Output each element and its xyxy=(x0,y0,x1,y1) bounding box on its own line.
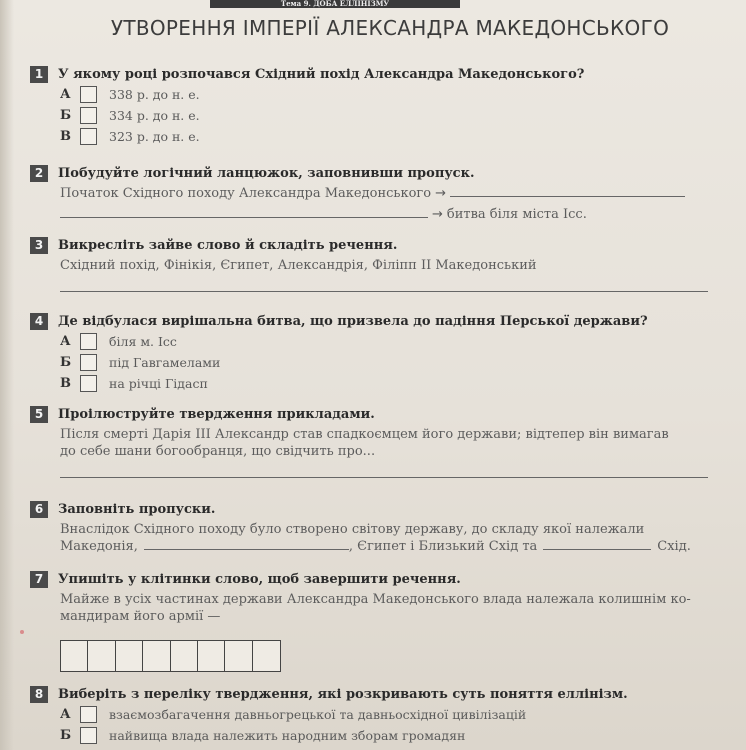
fill-text-c: Схід. xyxy=(657,539,691,554)
ink-mark xyxy=(20,630,24,634)
question-7 xyxy=(30,569,720,672)
answer-line[interactable] xyxy=(60,291,708,292)
question-number: 7 xyxy=(30,571,48,588)
option-text: під Гавгамелами xyxy=(109,355,221,370)
question-8 xyxy=(30,684,720,746)
question-text: Виберіть з переліку твердження, які розкривають суть поняття еллінізм. xyxy=(58,686,628,702)
fill-line-1: Внаслідок Східного походу було створено світову державу, до складу якої належали xyxy=(60,522,645,537)
question-number: 4 xyxy=(30,313,48,330)
letter-cell[interactable] xyxy=(115,640,144,672)
question-1 xyxy=(30,64,720,147)
option-a xyxy=(60,84,720,105)
option-text: біля м. Ісс xyxy=(109,334,177,349)
answer-checkbox[interactable] xyxy=(80,86,97,103)
question-6 xyxy=(30,499,720,554)
letter-cell[interactable] xyxy=(197,640,226,672)
question-number: 6 xyxy=(30,501,48,518)
question-5 xyxy=(30,404,720,478)
letter-cell[interactable] xyxy=(142,640,171,672)
question-text: Упишіть у клітинки слово, щоб завершити речення. xyxy=(58,571,461,587)
sentence-line-2: мандирам його армії — xyxy=(60,609,221,624)
question-4 xyxy=(30,311,720,394)
option-a xyxy=(60,331,720,352)
question-number: 5 xyxy=(30,406,48,423)
option-letter: А xyxy=(60,87,71,102)
question-3 xyxy=(30,235,720,292)
question-2 xyxy=(30,163,720,222)
option-b xyxy=(60,105,720,126)
option-letter: Б xyxy=(60,108,72,123)
option-text: на річці Гідасп xyxy=(109,376,208,391)
answer-checkbox[interactable] xyxy=(80,375,97,392)
answer-blank[interactable] xyxy=(60,217,428,218)
option-letter: Б xyxy=(60,355,72,370)
chain-line-1 xyxy=(60,186,720,201)
letter-cell[interactable] xyxy=(60,640,89,672)
question-text: Де відбулася вирішальна битва, що призвела до падіння Перської держави? xyxy=(58,313,648,329)
statement-line-2: до себе шани богообранця, що свідчить про... xyxy=(60,444,376,459)
answer-checkbox[interactable] xyxy=(80,354,97,371)
letter-cell[interactable] xyxy=(224,640,253,672)
question-text: У якому році розпочався Східний похід Александра Македонського? xyxy=(58,66,585,82)
option-text: 338 р. до н. е. xyxy=(109,87,200,102)
header-band: Тема 9. ДОБА ЕЛЛІНІЗМУ xyxy=(210,0,460,8)
question-number: 1 xyxy=(30,66,48,83)
letter-cell[interactable] xyxy=(170,640,199,672)
question-number: 2 xyxy=(30,165,48,182)
answer-checkbox[interactable] xyxy=(80,706,97,723)
chain-start-text: Початок Східного походу Александра Македонського xyxy=(60,186,432,201)
question-text: Заповніть пропуски. xyxy=(58,501,216,517)
option-letter: В xyxy=(60,129,71,144)
letter-cell[interactable] xyxy=(252,640,281,672)
answer-blank[interactable] xyxy=(543,549,651,550)
arrow-right-icon: → xyxy=(432,207,443,222)
question-text: Викресліть зайве слово й складіть речення. xyxy=(58,237,398,253)
letter-cells xyxy=(60,640,720,672)
chain-end-text: битва біля міста Ісс. xyxy=(446,207,587,222)
sentence-line-1: Майже в усіх частинах держави Александра Македонського влада належала колишнім ко- xyxy=(60,592,691,607)
letter-cell[interactable] xyxy=(87,640,116,672)
option-text: 334 р. до н. е. xyxy=(109,108,200,123)
statement-line-1: Після смерті Дарія III Александр став спадкоємцем його держави; відтепер він вимагав xyxy=(60,427,669,442)
question-number: 8 xyxy=(30,686,48,703)
chain-line-2 xyxy=(60,207,720,222)
answer-checkbox[interactable] xyxy=(80,333,97,350)
option-text: 323 р. до н. е. xyxy=(109,129,200,144)
option-letter: В xyxy=(60,376,71,391)
answer-checkbox[interactable] xyxy=(80,128,97,145)
question-number: 3 xyxy=(30,237,48,254)
answer-line[interactable] xyxy=(60,477,708,478)
question-text: Побудуйте логічний ланцюжок, заповнивши пропуск. xyxy=(58,165,475,181)
option-letter: Б xyxy=(60,728,72,743)
fill-text-b: , Єгипет і Близький Схід та xyxy=(348,539,538,554)
option-c xyxy=(60,373,720,394)
option-text: взаємозбагачення давньогрецької та давньосхідної цивілізацій xyxy=(109,707,527,722)
option-text: найвища влада належить народним зборам громадян xyxy=(109,728,466,743)
answer-blank[interactable] xyxy=(144,549,349,550)
word-list: Східний похід, Фінікія, Єгипет, Александрія, Філіпп II Македонський xyxy=(60,258,537,273)
answer-checkbox[interactable] xyxy=(80,107,97,124)
answer-blank[interactable] xyxy=(450,196,685,197)
fill-text-a: Македонія, xyxy=(60,539,138,554)
option-letter: А xyxy=(60,334,71,349)
option-c xyxy=(60,126,720,147)
option-b xyxy=(60,725,720,746)
fill-line-2 xyxy=(60,539,720,554)
answer-checkbox[interactable] xyxy=(80,727,97,744)
option-a xyxy=(60,704,720,725)
arrow-right-icon: → xyxy=(435,186,446,201)
question-text: Проілюструйте твердження прикладами. xyxy=(58,406,375,422)
page-spine-shadow xyxy=(0,0,14,750)
option-b xyxy=(60,352,720,373)
option-letter: А xyxy=(60,707,71,722)
page-title: УТВОРЕННЯ ІМПЕРІЇ АЛЕКСАНДРА МАКЕДОНСЬКОГО xyxy=(110,16,670,40)
